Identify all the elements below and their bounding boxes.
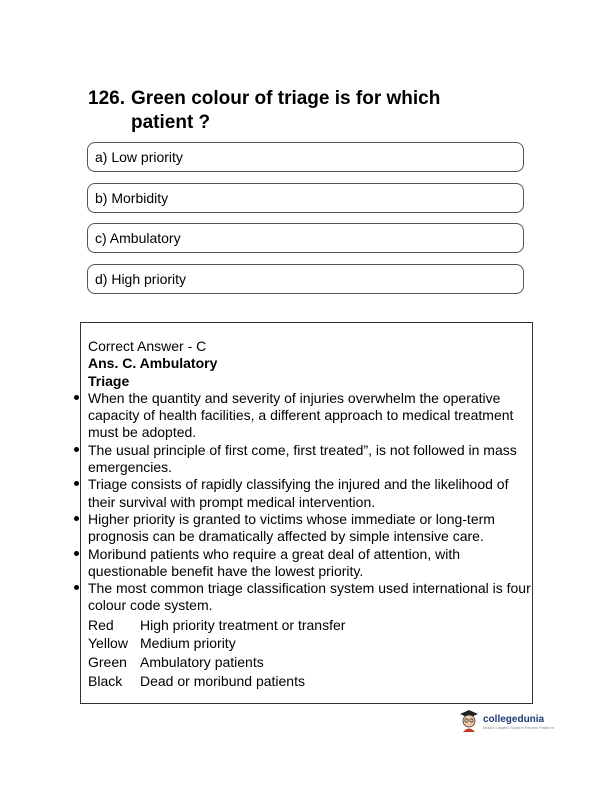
answer-subheading: Triage: [88, 372, 130, 389]
colour-code-row: Red High priority treatment or transfer: [88, 616, 346, 633]
bullet-icon: [74, 395, 79, 400]
colour-code-row: Yellow Medium priority: [88, 635, 236, 652]
bullet-icon: [74, 551, 79, 556]
option-b[interactable]: b) Morbidity: [87, 183, 524, 213]
bullet-item: Higher priority is granted to victims whose immediate or long-term prognosis can be dramatically affected by simple intensive care.: [88, 511, 533, 546]
bullet-icon: [74, 481, 79, 486]
logo-name: collegedunia: [483, 714, 545, 725]
bullet-item: Triage consists of rapidly classifying the injured and the likelihood of their survival with prompt medical intervention.: [88, 476, 533, 511]
question-text: Green colour of triage is for which patient ?: [131, 88, 441, 133]
colour-code-table: [88, 616, 533, 691]
bullet-icon: [74, 585, 79, 590]
option-d[interactable]: d) High priority: [87, 264, 524, 294]
collegedunia-logo[interactable]: [458, 708, 568, 736]
option-c[interactable]: c) Ambulatory: [87, 223, 524, 253]
bullet-icon: [74, 447, 79, 452]
logo-tagline: India's Largest Student Review Platform: [483, 725, 555, 730]
colour-code-row: Green Ambulatory patients: [88, 654, 264, 671]
colour-code-row: Black Dead or moribund patients: [88, 672, 305, 689]
answer-heading: Ans. C. Ambulatory: [88, 355, 218, 372]
bullet-item: When the quantity and severity of injuries overwhelm the operative capacity of health facilities, a different approach to medical treatment must be adopted.: [88, 390, 533, 442]
bullet-item: The most common triage classification system used international is four colour code system.: [88, 580, 533, 615]
correct-answer: Correct Answer - C: [88, 338, 207, 354]
option-a[interactable]: a) Low priority: [87, 142, 524, 172]
answer-content: [88, 338, 533, 691]
bullet-item: The usual principle of first come, first treated”, is not followed in mass emergencies.: [88, 442, 533, 477]
student-mascot-icon: [458, 707, 480, 738]
bullet-icon: [74, 516, 79, 521]
bullet-item: Moribund patients who require a great deal of attention, with questionable benefit have the lowest priority.: [88, 546, 533, 581]
question-number: 126.: [88, 88, 125, 109]
